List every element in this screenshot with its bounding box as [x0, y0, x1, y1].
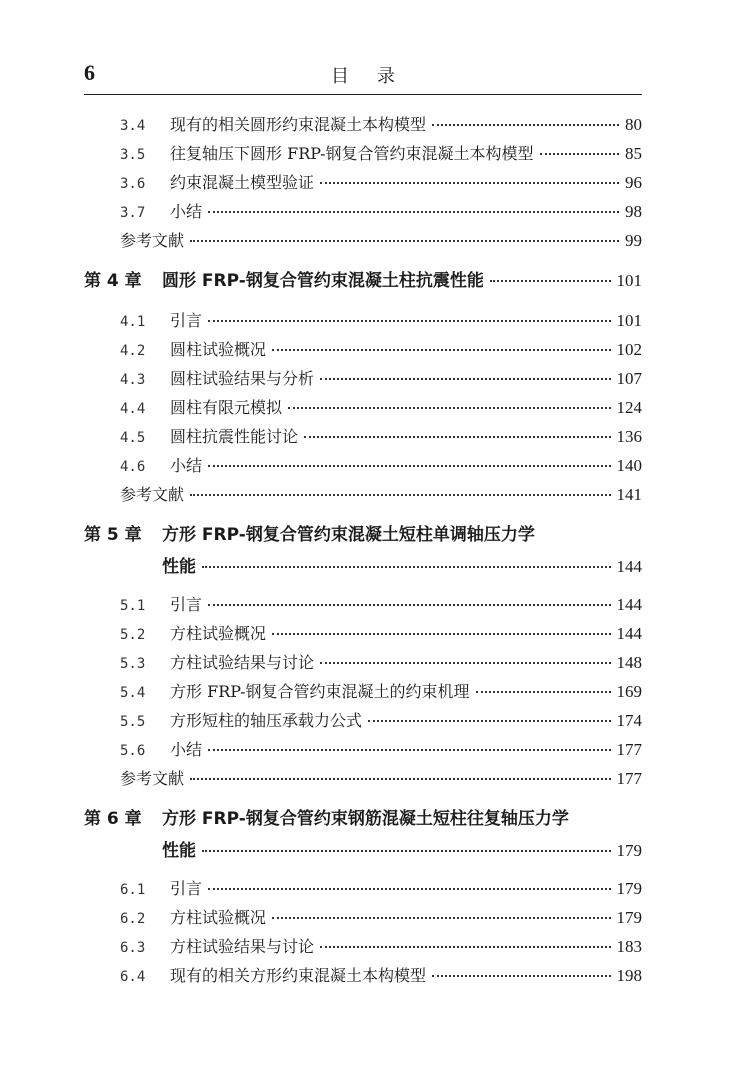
dot-leader	[208, 465, 610, 467]
dot-leader	[288, 407, 610, 409]
dot-leader	[208, 604, 610, 606]
toc-entry[interactable]: 4.6 小结 140	[120, 456, 642, 475]
dot-leader	[368, 720, 610, 722]
toc-entry[interactable]: 5.1 引言 144	[120, 595, 642, 614]
toc-entry[interactable]: 4.3 圆柱试验结果与分析 107	[120, 369, 642, 388]
dot-leader	[190, 240, 619, 242]
section-list	[84, 110, 642, 255]
toc-entry[interactable]: 4.1 引言 101	[120, 311, 642, 330]
dot-leader	[320, 946, 610, 948]
toc-entry[interactable]: 6.1 引言 179	[120, 879, 642, 898]
chapter-heading[interactable]: 第 6 章 方形 FRP-钢复合管约束钢筋混凝土短柱往复轴压力学 性能 179	[84, 809, 642, 861]
section-list	[84, 306, 642, 509]
toc-entry[interactable]: 3.4 现有的相关圆形约束混凝土本构模型 80	[120, 115, 642, 134]
toc-entry[interactable]: 4.4 圆柱有限元模拟 124	[120, 398, 642, 417]
chapter-heading[interactable]: 第 5 章 方形 FRP-钢复合管约束混凝土短柱单调轴压力学 性能 144	[84, 525, 642, 577]
toc-entry[interactable]: 5.5 方形短柱的轴压承载力公式 174	[120, 711, 642, 730]
references-entry[interactable]: 参考文献 141	[120, 485, 642, 504]
toc-entry[interactable]: 6.4 现有的相关方形约束混凝土本构模型 198	[120, 966, 642, 985]
toc-entry[interactable]: 6.2 方柱试验概况 179	[120, 908, 642, 927]
toc-entry[interactable]: 6.3 方柱试验结果与讨论 183	[120, 937, 642, 956]
references-entry[interactable]: 参考文献 177	[120, 769, 642, 788]
toc-entry[interactable]: 5.3 方柱试验结果与讨论 148	[120, 653, 642, 672]
dot-leader	[272, 633, 610, 635]
toc-entry[interactable]: 5.6 小结 177	[120, 740, 642, 759]
dot-leader	[208, 749, 610, 751]
dot-leader	[202, 850, 611, 852]
references-entry[interactable]: 参考文献 99	[120, 231, 642, 250]
dot-leader	[304, 436, 610, 438]
table-of-contents	[84, 110, 642, 990]
dot-leader	[490, 280, 611, 282]
page-number: 6	[84, 60, 95, 85]
toc-entry[interactable]: 3.5 往复轴压下圆形 FRP-钢复合管约束混凝土本构模型 85	[120, 144, 642, 163]
dot-leader	[540, 153, 619, 155]
dot-leader	[272, 917, 610, 919]
dot-leader	[432, 124, 619, 126]
dot-leader	[208, 888, 610, 890]
toc-entry[interactable]: 4.5 圆柱抗震性能讨论 136	[120, 427, 642, 446]
toc-entry[interactable]: 5.4 方形 FRP-钢复合管约束混凝土的约束机理 169	[120, 682, 642, 701]
dot-leader	[208, 320, 610, 322]
dot-leader	[272, 349, 610, 351]
toc-entry[interactable]: 4.2 圆柱试验概况 102	[120, 340, 642, 359]
chapter-heading[interactable]: 第 4 章 圆形 FRP-钢复合管约束混凝土柱抗震性能 101	[84, 271, 642, 291]
header-title: 目录	[331, 66, 423, 87]
dot-leader	[208, 211, 619, 213]
dot-leader	[202, 566, 611, 568]
dot-leader	[320, 378, 610, 380]
dot-leader	[476, 691, 611, 693]
dot-leader	[320, 182, 619, 184]
toc-entry[interactable]: 3.6 约束混凝土模型验证 96	[120, 173, 642, 192]
section-list	[84, 590, 642, 793]
section-list	[84, 874, 642, 990]
dot-leader	[190, 778, 610, 780]
dot-leader	[190, 494, 610, 496]
dot-leader	[320, 662, 610, 664]
toc-entry[interactable]: 3.7 小结 98	[120, 202, 642, 221]
dot-leader	[432, 975, 610, 977]
page-header	[84, 58, 642, 95]
toc-entry[interactable]: 5.2 方柱试验概况 144	[120, 624, 642, 643]
